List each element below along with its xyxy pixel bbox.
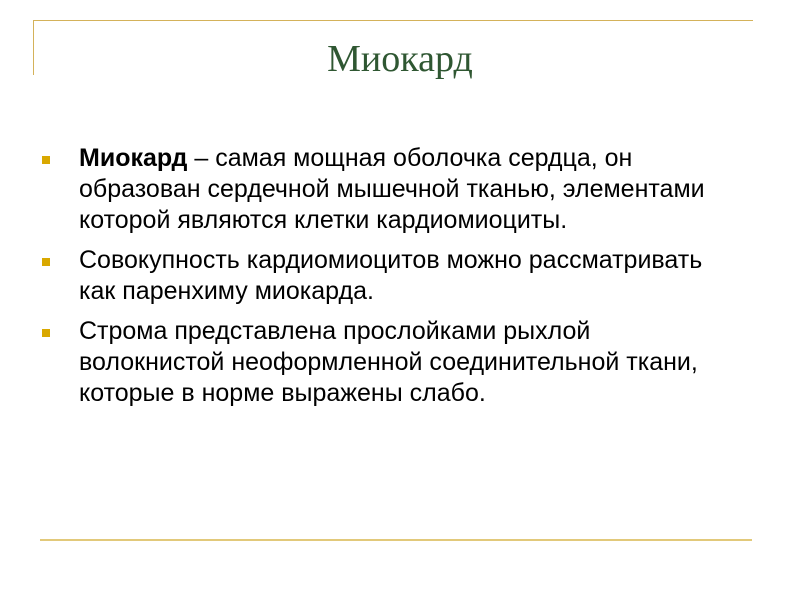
square-bullet-icon: [42, 329, 50, 337]
bullet-bold-term: Миокард: [79, 144, 188, 172]
bullet-list: [42, 143, 742, 418]
frame-bottom-line: [40, 539, 752, 541]
frame-top-line: [33, 20, 753, 21]
bullet-item: [42, 143, 742, 236]
slide-title: Миокард: [327, 38, 473, 80]
bullet-text: Строма представлена прослойками рыхлой волокнистой неоформленной соединительной ткани, которые в норме выражены слабо.: [79, 317, 698, 407]
square-bullet-icon: [42, 156, 50, 164]
bullet-text: Совокупность кардиомиоцитов можно рассматривать как паренхиму миокарда.: [79, 246, 703, 305]
square-bullet-icon: [42, 258, 50, 266]
bullet-item: [42, 316, 742, 409]
bullet-item: [42, 245, 742, 307]
bullet-text: – самая мощная оболочка сердца, он образован сердечной мышечной тканью, элементами которой являются клетки кардиомиоциты.: [79, 144, 705, 234]
